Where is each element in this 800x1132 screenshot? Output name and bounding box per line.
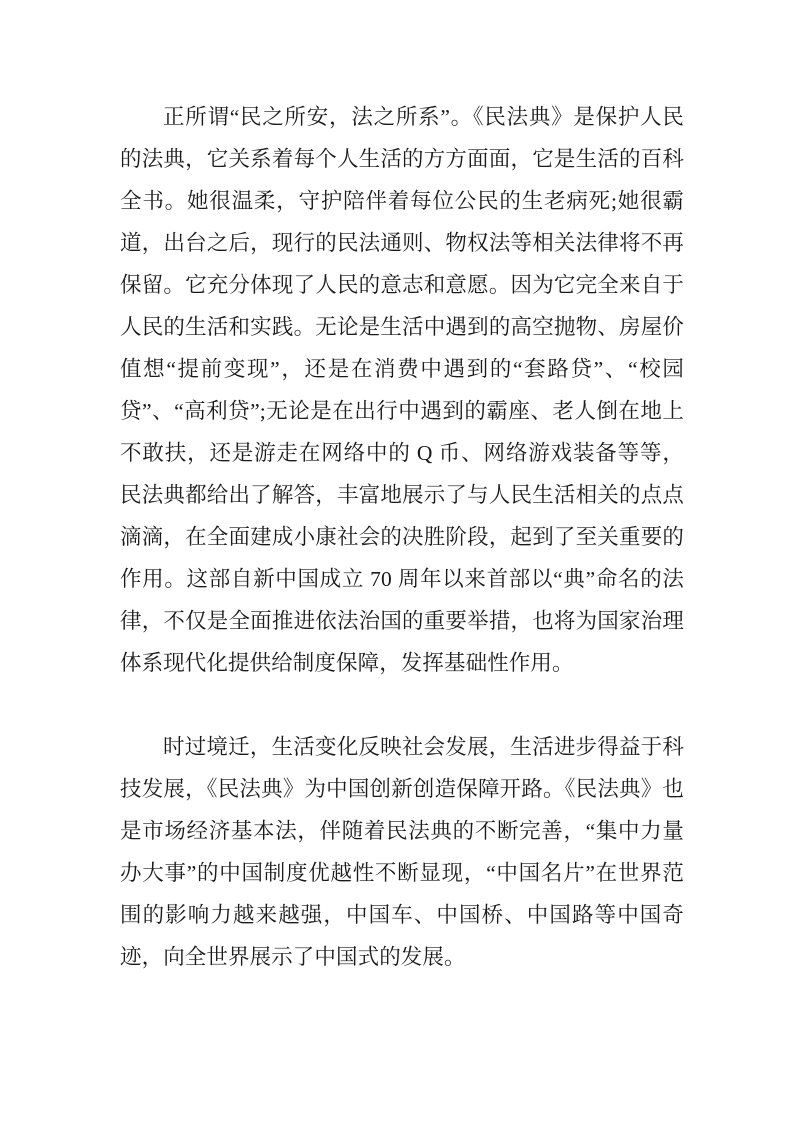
paragraph-spacer (120, 684, 684, 726)
document-text-column (120, 96, 684, 978)
body-paragraph-1: 正所谓“民之所安，法之所系”。《民法典》是保护人民的法典，它关系着每个人生活的方方面面，它是生活的百科全书。她很温柔，守护陪伴着每位公民的生老病死;她很霸道，出台之后，现行的民法通则、物权法等相关法律将不再保留。它充分体现了人民的意志和意愿。因为它完全来自于人民的生活和实践。无论是生活中遇到的高空抛物、房屋价值想“提前变现”，还是在消费中遇到的“套路贷”、“校园贷”、“高利贷”;无论是在出行中遇到的霸座、老人倒在地上不敢扶，还是游走在网络中的 Q 币、网络游戏装备等等，民法典都给出了解答，丰富地展示了与人民生活相关的点点滴滴，在全面建成小康社会的决胜阶段，起到了至关重要的作用。这部自新中国成立 70 周年以来首部以“典”命名的法律，不仅是全面推进依法治国的重要举措，也将为国家治理体系现代化提供给制度保障，发挥基础性作用。 (120, 105, 684, 675)
body-paragraph-2: 时过境迁，生活变化反映社会发展，生活进步得益于科技发展，《民法典》为中国创新创造保障开路。《民法典》也是市场经济基本法，伴随着民法典的不断完善，“集中力量办大事”的中国制度优越性不断显现，“中国名片”在世界范围的影响力越来越强，中国车、中国桥、中国路等中国奇迹，向全世界展示了中国式的发展。 (120, 735, 684, 969)
